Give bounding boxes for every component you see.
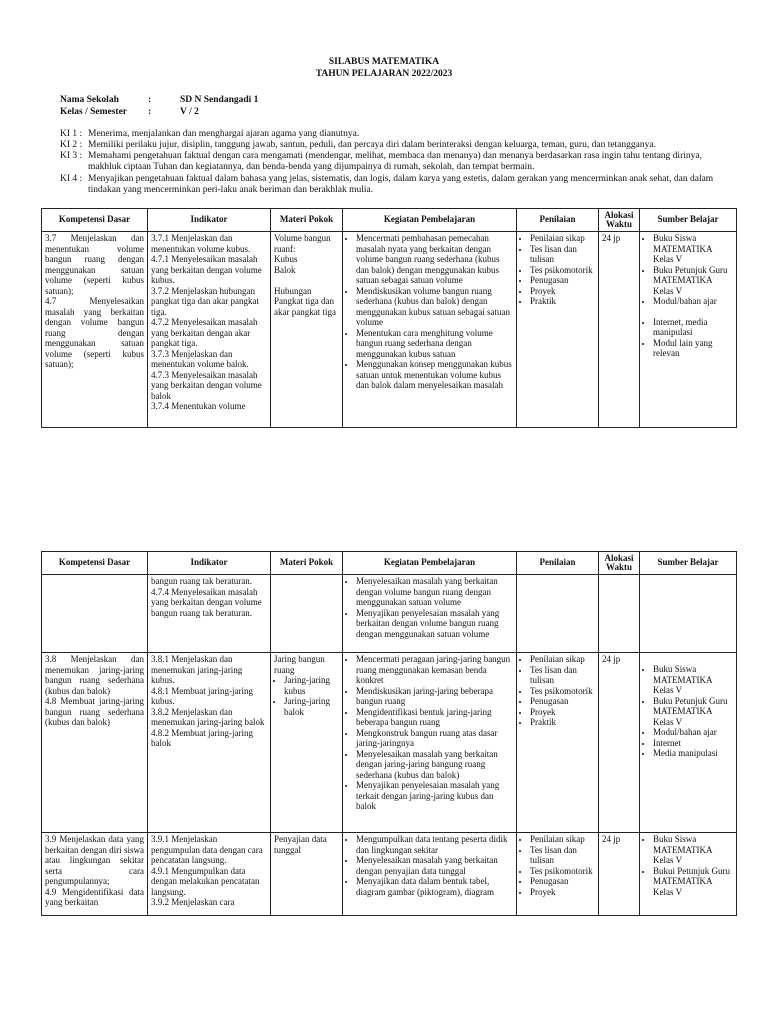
penilaian-cell: [517, 833, 599, 916]
indikator-cell: bangun ruang tak beraturan. 4.7.4 Menyelesaikan masalah yang berkaitan dengan volume bangun ruang tak beraturan.: [148, 575, 271, 653]
materi-cell: [271, 575, 343, 653]
list-item: • Mengumpulkan data tentang peserta didik dan lingkungan sekitar: [356, 834, 513, 855]
list-item: • Penilaian sikap: [530, 233, 595, 244]
ki-2-label: KI 2 :: [60, 140, 83, 150]
syllabus-table-2: [41, 551, 737, 916]
col-indikator: Indikator: [148, 552, 271, 575]
list-item: • Menyajikan penyelesaian masalah yang berkaitan dengan volume bangun ruang dengan menggunakan satuan volume: [356, 608, 513, 640]
penilaian-cell: [517, 575, 599, 653]
ki-2-text: Memiliki perilaku jujur, disiplin, tanggung jawab, santun, peduli, dan percaya diri dalam berinteraksi dengan keluarga, teman, guru, dan tetangganya.: [88, 140, 656, 150]
list-item: • Tes psikomotorik: [530, 686, 595, 697]
document-subtitle: TAHUN PELAJARAN 2022/2023: [315, 69, 453, 79]
list-item: • Mencermati peragaan jaring-jaring bangun ruang menggunakan kemasan benda konkret: [356, 654, 513, 686]
list-item: • Modul/bahan ajar: [653, 296, 733, 307]
list-item: • Modul lain yang relevan: [653, 338, 733, 359]
list-item: • Mendiskusikan jaring-jaring beberapa bangun ruang: [356, 686, 513, 707]
list-item: • Praktik: [530, 296, 595, 307]
school-label: Nama Sekolah: [60, 95, 119, 105]
ki-3-label: KI 3 :: [60, 151, 83, 161]
list-item: • Tes lisan dan tulisan: [530, 845, 595, 866]
ki-4-label: KI 4 :: [60, 174, 83, 184]
list-item: • Tes lisan dan tulisan: [530, 244, 595, 265]
list-item: • Buku Petunjuk Guru MATEMATIKA Kelas V: [653, 265, 733, 297]
table-header-row: [42, 209, 737, 232]
alokasi-cell: 24 jp: [599, 653, 640, 833]
kd-cell: 3.7 Menjelaskan dan menentukan volume bangun ruang dengan menggunakan satuan volume (seperti kubus satuan); 4.7 Menyelesaikan masalah yang berkaitan dengan volume bangun ruang dengan menggunakan satuan volume (seperti kubus satuan);: [42, 232, 148, 428]
alokasi-cell: 24 jp: [599, 833, 640, 916]
list-item: • Mengidentifikasi bentuk jaring-jaring beberapa bangun ruang: [356, 707, 513, 728]
list-item: • Tes psikomotorik: [530, 265, 595, 276]
list-item: • Proyek: [530, 887, 595, 898]
ki-1-label: KI 1 :: [60, 129, 83, 139]
list-item: • Buku Petunjuk Guru MATEMATIKA Kelas V: [653, 696, 733, 728]
list-item: • Mendiskusikan volume bangun ruang sederhana (kubus dan balok) dengan menggunakan kubus satuan sebagai satuan volume: [356, 286, 513, 328]
list-item: • Jaring-jaring kubus: [284, 675, 339, 696]
col-sumber: Sumber Belajar: [640, 209, 737, 232]
kd-cell: [42, 575, 148, 653]
list-item: • Praktik: [530, 717, 595, 728]
list-item: • Media manipulasi: [653, 748, 733, 759]
materi-cell: [271, 653, 343, 833]
list-item: • Menyelesaikan masalah yang berkaitan dengan penyajian data tunggal: [356, 855, 513, 876]
indikator-cell: 3.7.1 Menjelaskan dan menentukan volume kubus. 4.7.1 Menyelesaikan masalah yang berkaitan dengan volume kubus. 3.7.2 Menjelaskan hubungan pangkat tiga dan akar pangkat tiga. 4.7.2 Menyelesaikan masalah yang berkaitan dengan akar pangkat tiga. 3.7.3 Menjelaskan dan menentukan volume balok. 4.7.3 Menyelesaikan masalah yang berkaitan dengan volume balok 3.7.4 Menentukan volume: [148, 232, 271, 428]
ki-3-text: Memahami pengetahuan faktual dengan cara mengamati (mendengar, melihat, membaca dan menanya) dan menanya berdasarkan rasa ingin tahu tentang dirinya, makhluk ciptaan Tuhan dan kegiatannya, dan benda-benda yang dijumpainya di rumah, sekolah, dan tempat bermain.: [88, 151, 702, 172]
list-item: • Penugasan: [530, 876, 595, 887]
list-item: • Penilaian sikap: [530, 834, 595, 845]
list-item: • Proyek: [530, 286, 595, 297]
list-item: • Menyajikan data dalam bentuk tabel, diagram gambar (piktogram), diagram: [356, 876, 513, 897]
list-item: • Jaring-jaring balok: [284, 696, 339, 717]
table-row: [42, 232, 737, 428]
list-item: • Menyelesaikan masalah yang berkaitan dengan jaring-jaring bangung ruang sederhana (kubus dan balok): [356, 749, 513, 781]
class-colon: :: [148, 107, 152, 117]
class-label: Kelas / Semester: [60, 107, 128, 117]
table-row: [42, 653, 737, 833]
penilaian-cell: [517, 653, 599, 833]
list-item: • Menyelesaikan masalah yang berkaitan dengan volume bangun ruang dengan menggunakan satuan volume: [356, 576, 513, 608]
list-item: • Internet, media manipulasi: [653, 317, 733, 338]
list-item: • Penilaian sikap: [530, 654, 595, 665]
col-kompetensi-dasar: Kompetensi Dasar: [42, 209, 148, 232]
document-title: SILABUS MATEMATIKA: [328, 57, 440, 67]
alokasi-cell: [599, 575, 640, 653]
list-item: • Buku Siswa MATEMATIKA Kelas V: [653, 664, 733, 696]
col-penilaian: Penilaian: [517, 209, 599, 232]
col-alokasi: Alokasi Waktu: [599, 209, 640, 232]
kegiatan-cell: [343, 575, 517, 653]
sumber-cell: [640, 833, 737, 916]
col-penilaian: Penilaian: [517, 552, 599, 575]
alokasi-cell: 24 jp: [599, 232, 640, 428]
penilaian-cell: [517, 232, 599, 428]
indikator-cell: 3.8.1 Menjelaskan dan menemukan jaring-jaring kubus. 4.8.1 Membuat jaring-jaring kubus. 3.8.2 Menjelaskan dan menemukan jaring-jaring balok 4.8.2 Membuat jaring-jaring balok: [148, 653, 271, 833]
school-value: SD N Sendangadi 1: [180, 95, 259, 105]
list-item: • Menentukan cara menghitung volume bangun ruang sederhana dengan menggunakan kubus satuan: [356, 328, 513, 360]
sumber-cell: [640, 653, 737, 833]
table-row: [42, 833, 737, 916]
list-item: • Tes lisan dan tulisan: [530, 665, 595, 686]
list-item: • Mencermati pembahasan pemecahan masalah nyata yang berkaitan dengan volume bangun ruang sederhana (kubus dan balok) dengan menggunakan kubus satuan sebagai satuan volume: [356, 233, 513, 286]
list-item: • Proyek: [530, 707, 595, 718]
list-item: • Tes psikomotorik: [530, 866, 595, 877]
col-kegiatan: Kegiatan Pembelajaran: [343, 209, 517, 232]
kegiatan-cell: [343, 653, 517, 833]
list-item: • Menggunakan konsep menggunakan kubus satuan untuk menentukan volume kubus dan balok dalam menyelesaikan masalah: [356, 359, 513, 391]
materi-title: Jaring bangun ruang: [274, 654, 325, 675]
list-item: • Penugasan: [530, 696, 595, 707]
list-item: • Penugasan: [530, 275, 595, 286]
col-materi-pokok: Materi Pokok: [271, 552, 343, 575]
kd-cell: 3.9 Menjelaskan data yang berkaitan dengan diri siswa atau lingkungan sekitar serta cara pengumpulannya; 4.9 Mengidentifikasi data yang berkaitan: [42, 833, 148, 916]
list-item: • Buku Siswa MATEMATIKA Kelas V: [653, 834, 733, 866]
list-item: • Menyajikan penyelesaian masalah yang terkait dengan jaring-jaring kubus dan balok: [356, 780, 513, 812]
syllabus-table-1: [41, 208, 737, 428]
ki-4-text: Menyajikan pengetahuan faktual dalam bahasa yang jelas, sistematis, dan logis, dalam karya yang estetis, dalam gerakan yang mencerminkan anak sehat, dan dalam tindakan yang mencerminkan peri-laku anak beriman dan berakhlak mulia.: [88, 174, 714, 195]
school-colon: :: [148, 95, 152, 105]
kegiatan-cell: [343, 833, 517, 916]
kd-cell: 3.8 Menjelaskan dan menemukan jaring-jaring bangun ruang sederhana (kubus dan balok) 4.8 Membuat jaring-jaring bangun ruang sederhana (kubus dan balok): [42, 653, 148, 833]
table-header-row: [42, 552, 737, 575]
list-item: • Buku Siswa MATEMATIKA Kelas V: [653, 233, 733, 265]
materi-cell: Penyajian data tunggal: [271, 833, 343, 916]
class-value: V / 2: [180, 107, 199, 117]
list-item: • Modul/bahan ajar: [653, 727, 733, 738]
col-alokasi: Alokasi Waktu: [599, 552, 640, 575]
col-kompetensi-dasar: Kompetensi Dasar: [42, 552, 148, 575]
list-item: • Mengkonstruk bangun ruang atas dasar jaring-jaringnya: [356, 728, 513, 749]
col-sumber: Sumber Belajar: [640, 552, 737, 575]
col-kegiatan: Kegiatan Pembelajaran: [343, 552, 517, 575]
kegiatan-cell: [343, 232, 517, 428]
list-item: • Bukui Petunjuk Guru MATEMATIKA Kelas V: [653, 866, 733, 898]
table-row: [42, 575, 737, 653]
materi-cell: Volume bangun ruanf: Kubus Balok Hubungan Pangkat tiga dan akar pangkat tiga: [271, 232, 343, 428]
sumber-cell: [640, 575, 737, 653]
indikator-cell: 3.9.1 Menjelaskan pengumpulan data dengan cara pencatatan langsung. 4.9.1 Mengumpulkan data dengan melakukan pencatatan langsung. 3.9.2 Menjelaskan cara: [148, 833, 271, 916]
col-materi-pokok: Materi Pokok: [271, 209, 343, 232]
col-indikator: Indikator: [148, 209, 271, 232]
list-item: • Internet: [653, 738, 733, 749]
sumber-cell: [640, 232, 737, 428]
ki-1-text: Menerima, menjalankan dan menghargai ajaran agama yang dianutnya.: [88, 129, 360, 139]
